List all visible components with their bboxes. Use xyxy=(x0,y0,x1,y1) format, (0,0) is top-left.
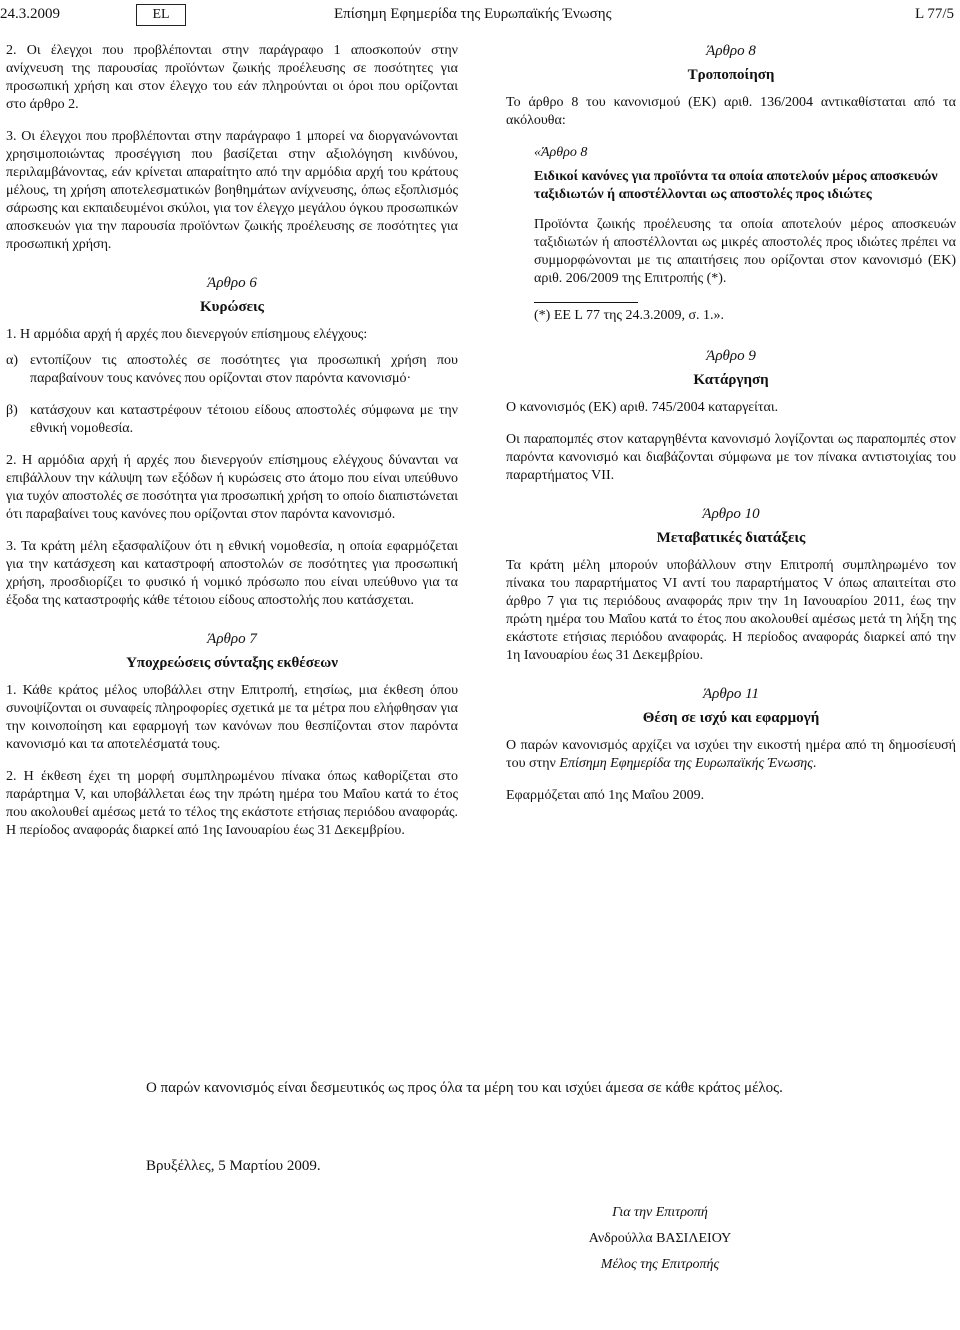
footnote: (*) ΕΕ L 77 της 24.3.2009, σ. 1.». xyxy=(534,308,724,323)
binding-clause: Ο παρών κανονισμός είναι δεσμευτικός ως προς όλα τα μέρη του και ισχύει άμεσα σε κάθε κράτος μέλος. xyxy=(146,1080,783,1096)
place-and-date: Βρυξέλλες, 5 Μαρτίου 2009. xyxy=(146,1158,321,1174)
article-number: Άρθρο 6 xyxy=(207,275,257,291)
signatory-role: Μέλος της Επιτροπής xyxy=(600,1257,720,1272)
list-label: β) xyxy=(6,403,18,418)
signature-for: Για την Επιτροπή xyxy=(612,1205,708,1220)
paragraph: 2. Η αρμόδια αρχή ή αρχές που διενεργούν επίσημους ελέγχους δύνανται να επιβάλλουν την κάλυψη των εξόδων ή κυρώσεις στο άτομο που είναι υπεύθυνο για τυχόν αποστολές σε ποσότητα για προσωπική χρήση το οποίο διαπιστώνεται ότι παραβαίνει τους κανόνες που ορίζονται στον παρόντα κανονισμό. xyxy=(6,453,458,522)
paragraph: 3. Οι έλεγχοι που προβλέπονται στην παράγραφο 1 μπορεί να διοργανώνονται χρησιμοποιώντας προσέγγιση που βασίζεται στην αξιολόγηση κινδύνου, περιλαμβάνοντας, εάν κρίνεται απαραίτητο από την αρμόδια αρχή του κράτους μέλους, τη χρήση αποτελεσματικών βοηθημάτων ανίχνευσης, όπως εξοπλισμός σάρωσης και εκπαιδευμένοι σκύλοι, για τον έλεγχο μεγάλου όγκου προσωπικών αποσκευών για την παρουσία προϊόντων ζωικής προέλευσης σε ποσότητες για προσωπική χρήση. xyxy=(6,129,458,252)
paragraph: 3. Τα κράτη μέλη εξασφαλίζουν ότι η εθνική νομοθεσία, η οποία εφαρμόζεται για την κατάσχεση και καταστροφή αποστολών σε ποσότητες για προσωπική χρήση, προσδιορίζει το φυσικό ή νομικό πρόσωπο που είναι υπεύθυνο για τα έξοδα της καταστροφής κάθε τέτοιου είδους αποστολής που κατάσχεται. xyxy=(6,539,458,608)
page-number: L 77/5 xyxy=(914,6,954,22)
paragraph: 2. Η έκθεση έχει τη μορφή συμπληρωμένου πίνακα όπως καθορίζεται στο παράρτημα V, και υποβάλλεται έως την πρώτη ημέρα του Μαΐου κατά το έτος που ακολουθεί αμέσως μετά το τέλος της εκάστοτε ετήσιας περιόδου αναφοράς. Η περίοδος αναφοράς διαρκεί από 1ης Ιανουαρίου έως 31 Δεκεμβρίου. xyxy=(6,769,458,838)
journal-title: Επίσημη Εφημερίδα της Ευρωπαϊκής Ένωσης xyxy=(334,6,612,22)
article-title: Υποχρεώσεις σύνταξης εκθέσεων xyxy=(126,655,338,671)
text-run: Ο παρών κανονισμός αρχίζει να ισχύει την εικοστή ημέρα από τη δημοσίευσή του στην xyxy=(506,738,956,771)
paragraph: 1. Κάθε κράτος μέλος υποβάλλει στην Επιτροπή, ετησίως, μια έκθεση όπου συνοψίζονται οι συναφείς πληροφορίες σχετικά με τα μέτρα που ελήφθησαν για την κοινοποίηση και εφαρμογή των κανόνων που θεσπίζονται στον παρόντα κανονισμό και τα αποτελέσματά τους. xyxy=(6,683,458,752)
right-column xyxy=(506,42,956,819)
article-title: Μεταβατικές διατάξεις xyxy=(656,530,806,546)
article-title: Θέση σε ισχύ και εφαρμογή xyxy=(642,710,820,726)
article-number: Άρθρο 9 xyxy=(706,348,756,364)
list-label: α) xyxy=(6,353,18,368)
paragraph: Τα κράτη μέλη μπορούν υποβάλλουν στην Επιτροπή συμπληρωμένο τον πίνακα του παραρτήματος VI αντί του παραρτήματος V όπως απαιτείται στο άρθρο 7 για τις περιόδους αναφοράς πριν την 1η Ιανουαρίου 2011, έως την πρώτη ημέρα του Μαΐου κατά το έτος που ακολουθεί αμέσως μετά τη λήξη της εκάστοτε ετήσιας περιόδου αναφοράς. Η περίοδος αναφοράς διαρκεί από την 1η Ιανουαρίου έως 31 Δεκεμβρίου. xyxy=(506,558,956,663)
left-column xyxy=(6,42,458,854)
paragraph: 2. Οι έλεγχοι που προβλέπονται στην παράγραφο 1 αποσκοπούν στην ανίχνευση της παρουσίας προϊόντων ζωικής προέλευσης σε ποσότητες για προσωπική χρήση και στον έλεγχο του εάν πληρούνται οι όροι που ορίζονται στο άρθρο 2. xyxy=(6,43,458,112)
article-title: Κυρώσεις xyxy=(200,299,264,315)
list-item xyxy=(6,352,458,388)
journal-name: Επίσημη Εφημερίδα της Ευρωπαϊκής Ένωσης xyxy=(559,756,813,771)
list-text: εντοπίζουν τις αποστολές σε ποσότητες για προσωπική χρήση που παραβαίνουν τους κανόνες που ορίζονται στον παρόντα κανονισμό· xyxy=(30,353,458,386)
paragraph: Προϊόντα ζωικής προέλευσης τα οποία αποτελούν μέρος αποσκευών ταξιδιωτών ή αποστέλλονται ως μικρές αποστολές προς ιδιώτες πρέπει να συμμορφώνονται με τις απαιτήσεις που ορίζονται στον κανονισμό (ΕΚ) αριθ. 206/2009 της Επιτροπής (*). xyxy=(534,217,956,286)
paragraph: Ο κανονισμός (ΕΚ) αριθ. 745/2004 καταργείται. xyxy=(506,400,779,415)
article-number: Άρθρο 7 xyxy=(207,631,257,647)
paragraph: Το άρθρο 8 του κανονισμού (ΕΚ) αριθ. 136/2004 αντικαθίσταται από τα ακόλουθα: xyxy=(506,95,956,128)
language-badge: EL xyxy=(136,4,186,26)
signatory-name: Ανδρούλλα ΒΑΣΙΛΕΙΟΥ xyxy=(588,1231,732,1246)
quoted-amendment xyxy=(506,144,956,288)
page-header xyxy=(0,0,960,34)
text-run: . xyxy=(812,756,817,771)
paragraph: Οι παραπομπές στον καταργηθέντα κανονισμό λογίζονται ως παραπομπές στον παρόντα κανονισμό και διαβάζονται σύμφωνα με τον πίνακα αντιστοιχίας του παραρτήματος VII. xyxy=(506,432,956,483)
article-title: Τροποποίηση xyxy=(687,67,775,83)
list-text: κατάσχουν και καταστρέφουν τέτοιου είδους αποστολές σύμφωνα με την εθνική νομοθεσία. xyxy=(30,403,458,436)
article-title: Κατάργηση xyxy=(693,372,769,388)
paragraph: 1. Η αρμόδια αρχή ή αρχές που διενεργούν επίσημους ελέγχους: xyxy=(6,327,368,342)
paragraph: Εφαρμόζεται από 1ης Μαΐου 2009. xyxy=(506,788,705,803)
list-item xyxy=(6,402,458,438)
quoted-article-number: «Άρθρο 8 xyxy=(534,145,588,160)
article-number: Άρθρο 8 xyxy=(706,43,756,59)
paragraph xyxy=(506,737,956,773)
signature-block xyxy=(580,1200,740,1278)
header-date: 24.3.2009 xyxy=(0,6,60,22)
quoted-article-title: Ειδικοί κανόνες για προϊόντα τα οποία αποτελούν μέρος αποσκευών ταξιδιωτών ή αποστέλλονται ως αποστολές προς ιδιώτες xyxy=(534,169,938,202)
article-number: Άρθρο 10 xyxy=(702,506,760,522)
article-number: Άρθρο 11 xyxy=(702,686,760,702)
footnote-divider xyxy=(534,302,638,303)
